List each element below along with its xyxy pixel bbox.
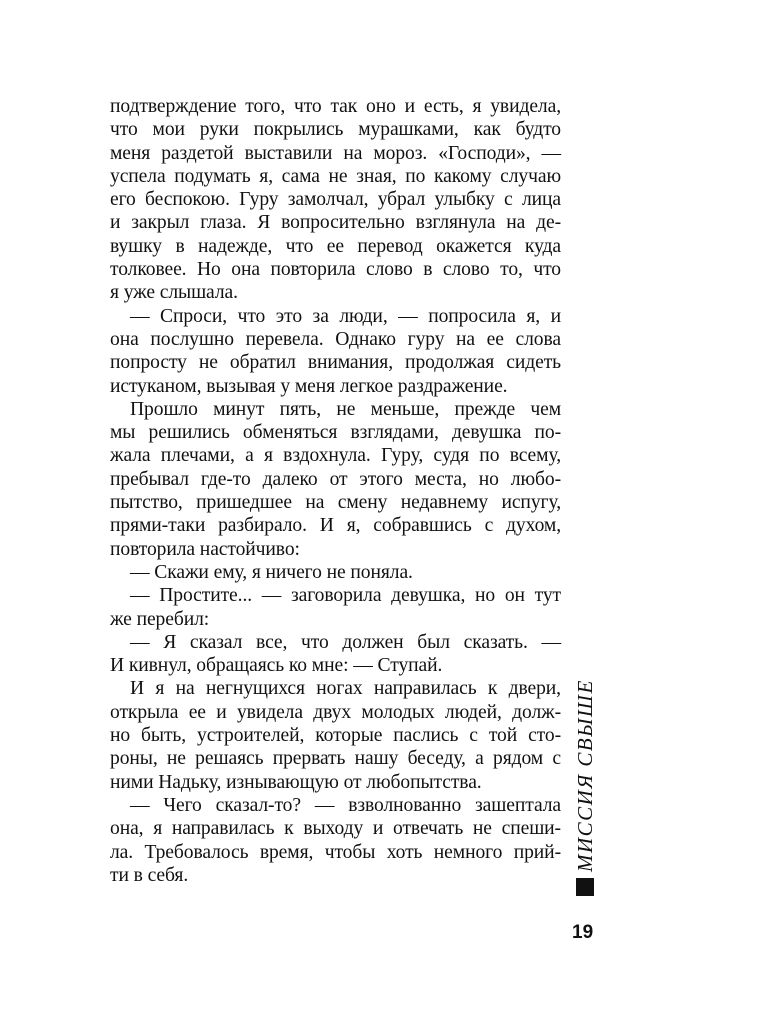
text-line: же перебил:: [110, 608, 210, 630]
text-line: пребывал где-то далеко от этого места, но любо-: [110, 468, 561, 490]
running-head: [563, 679, 607, 900]
running-title: МИССИЯ СВЫШЕ: [573, 679, 597, 872]
text-line: и закрыл глаза. Я вопросительно взглянула на де-: [110, 212, 561, 234]
text-line: ти в себя.: [110, 864, 189, 886]
text-line: жала плечами, а я вздохнула. Гуру, судя по всему,: [110, 445, 561, 467]
text-line: толковее. Но она повторила слово в слово то, что: [110, 259, 561, 281]
text-line: подтверждение того, что так оно и есть, я увидела,: [110, 96, 561, 117]
text-line: что мои руки покрылись мурашками, как будто: [110, 119, 561, 141]
text-line: его беспокою. Гуру замолчал, убрал улыбку с лица: [110, 189, 561, 211]
text-line: ними Надьку, изнывающую от любопытства.: [110, 771, 482, 793]
text-line: — Простите... — заговорила девушка, но он тут: [130, 585, 561, 607]
text-line: — Чего сказал-то? — взволнованно зашептала: [130, 794, 561, 816]
text-line: — Я сказал все, что должен был сказать. —: [130, 631, 561, 653]
text-line: — Скажи ему, я ничего не поняла.: [130, 561, 413, 583]
body-text: [110, 95, 561, 887]
text-line: пытство, пришедшее на смену недавнему испугу,: [110, 492, 561, 514]
text-line: роны, не решаясь прервать нашу беседу, а рядом с: [110, 748, 561, 770]
text-line: прями-таки разбирало. И я, собравшись с духом,: [110, 515, 561, 537]
text-line: И я на негнущихся ногах направилась к двери,: [130, 678, 561, 700]
section-marker-square: [576, 878, 594, 896]
text-line: истуканом, вызывая у меня легкое раздражение.: [110, 375, 508, 397]
text-line: я уже слышала.: [110, 282, 238, 304]
text-line: успела подумать я, сама не зная, по какому случаю: [110, 165, 561, 187]
text-line: ла. Требовалось время, чтобы хоть немного прий-: [110, 841, 561, 863]
text-line: открыла ее и увидела двух молодых людей, долж-: [110, 701, 561, 723]
text-line: мы решились обменяться взглядами, девушка по-: [110, 422, 561, 444]
text-line: меня раздетой выставили на мороз. «Господи», —: [110, 142, 561, 164]
text-line: она послушно перевела. Однако гуру на ее слова: [110, 328, 561, 350]
text-line: вушку в надежде, что ее перевод окажется куда: [110, 235, 561, 257]
text-line: она, я направилась к выходу и отвечать не спеши-: [110, 818, 561, 840]
text-line: но быть, устроителей, которые паслись с той сто-: [110, 725, 561, 747]
text-line: — Спроси, что это за люди, — попросила я, и: [130, 305, 561, 327]
page-number: 19: [572, 922, 594, 943]
text-line: попросту не обратил внимания, продолжая сидеть: [110, 352, 561, 374]
text-line: повторила настойчиво:: [110, 538, 300, 560]
text-line: И кивнул, обращаясь ко мне: — Ступай.: [110, 655, 443, 677]
text-line: Прошло минут пять, не меньше, прежде чем: [130, 398, 561, 420]
